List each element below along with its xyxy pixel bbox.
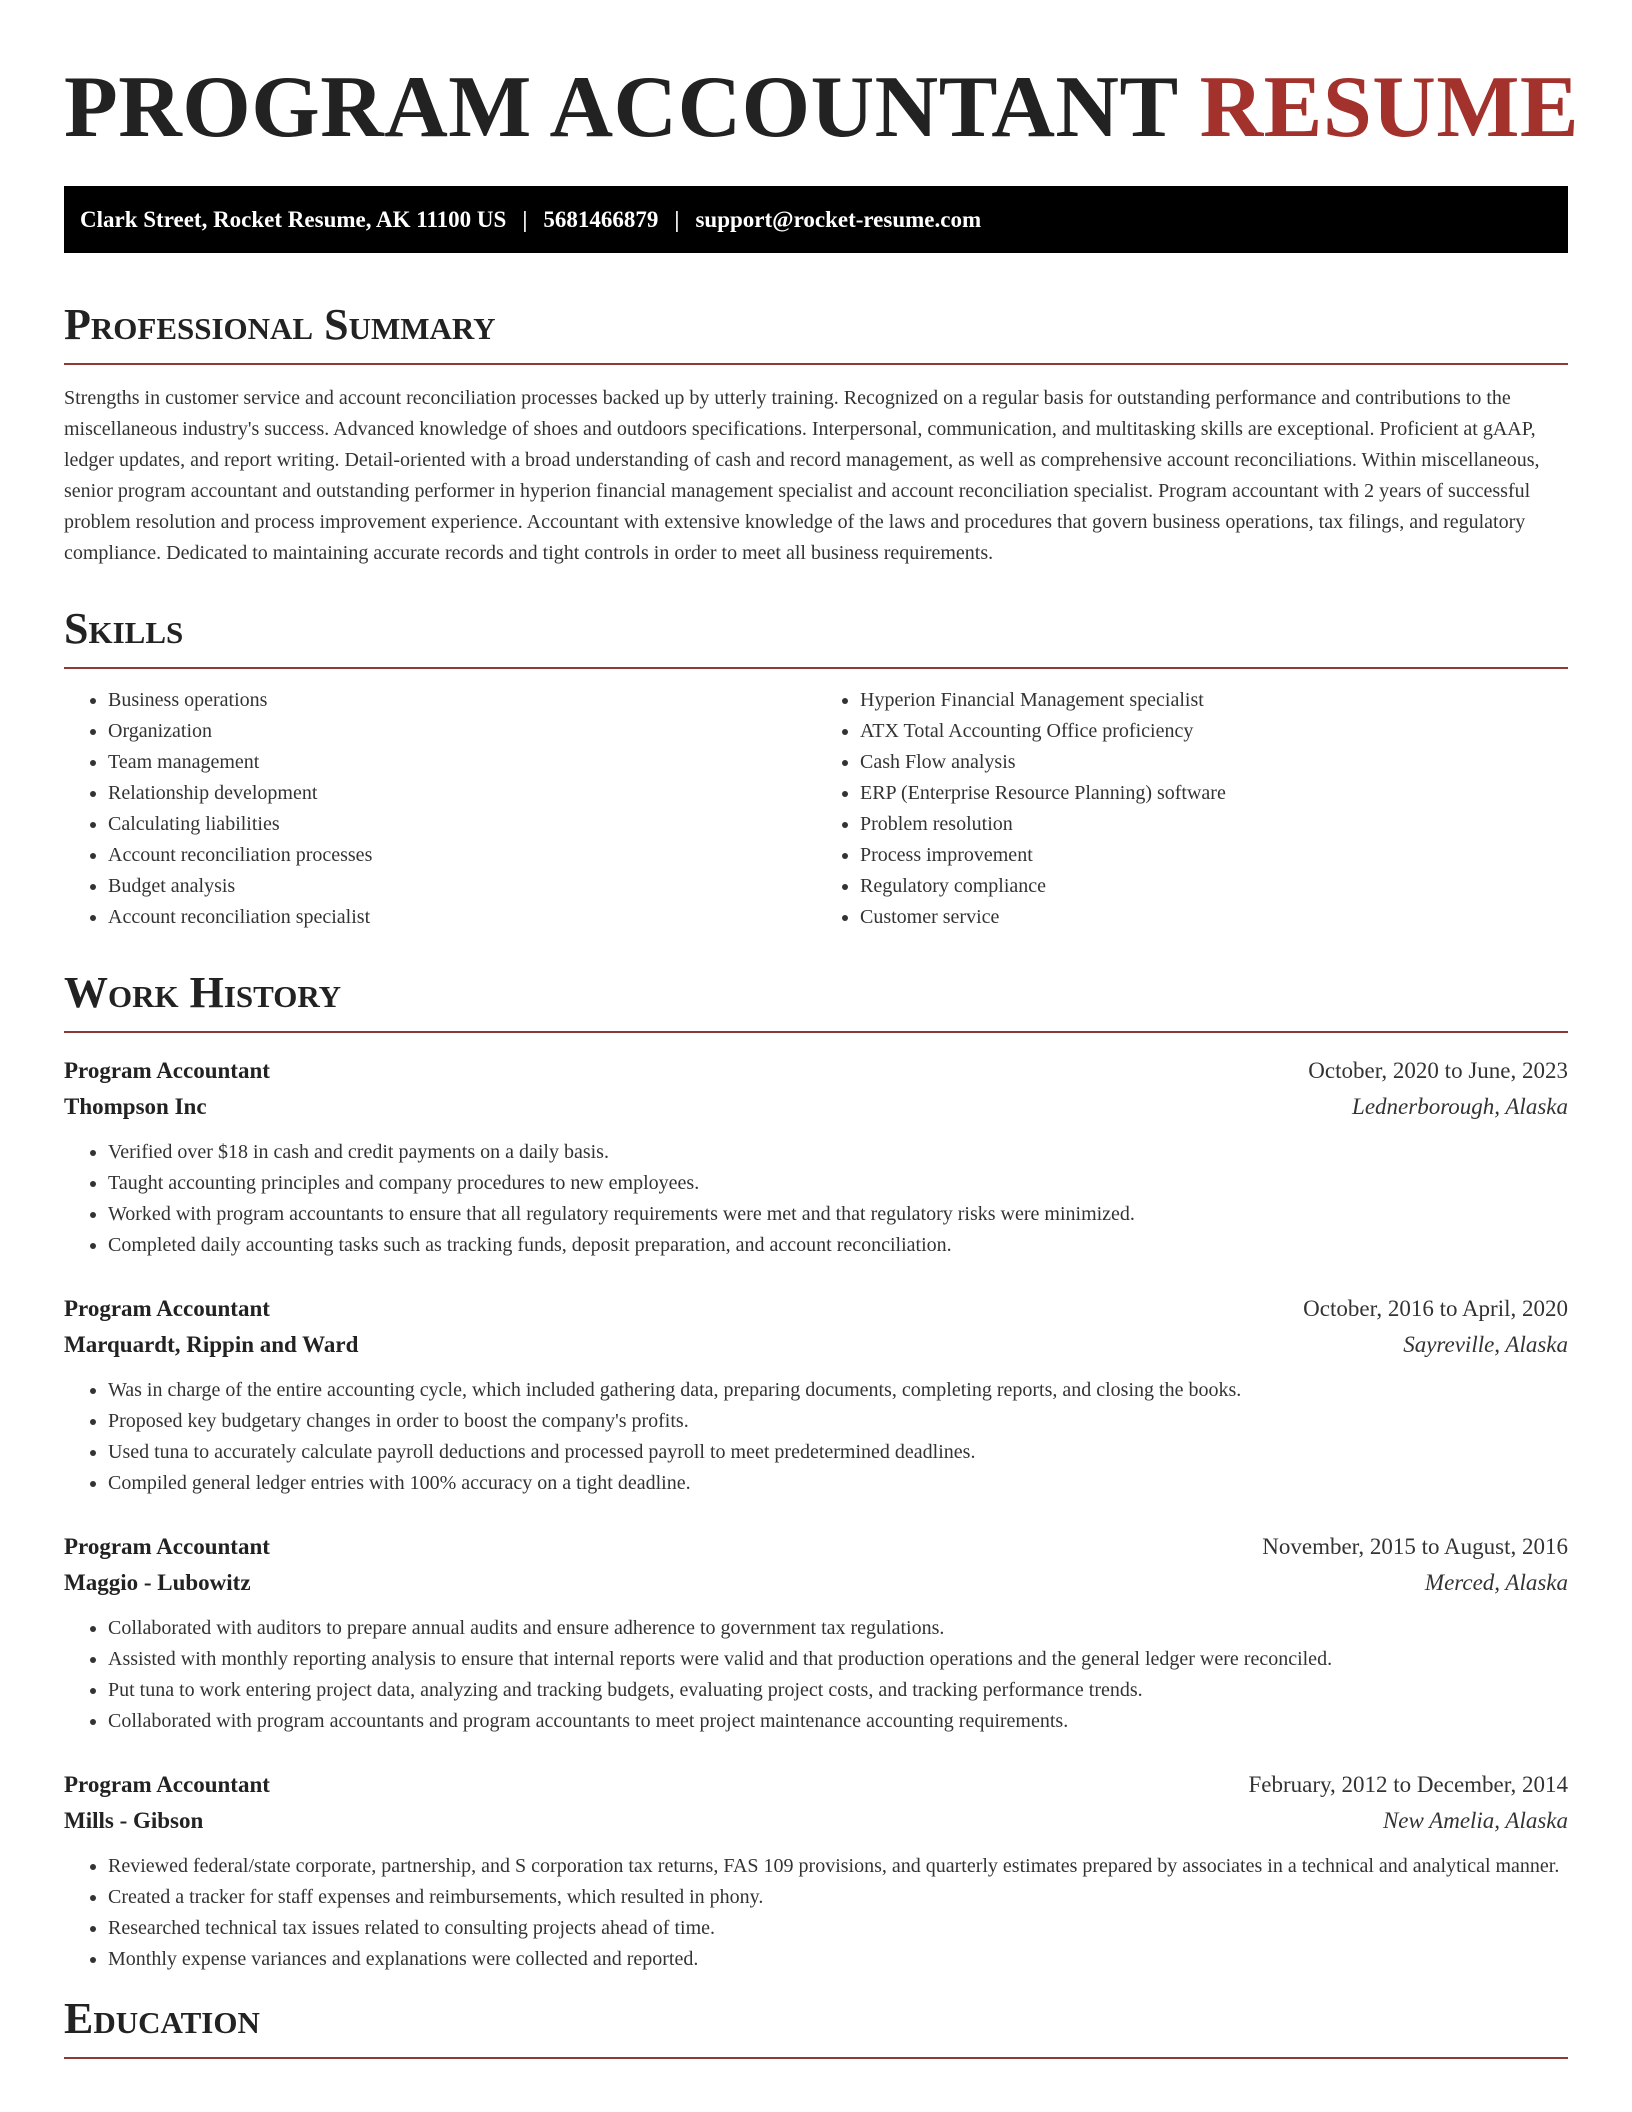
resume-title — [64, 59, 1580, 156]
job-bullet: • Taught accounting principles and company procedures to new employees. — [108, 1168, 1568, 1199]
skill-item: • Organization — [108, 716, 816, 747]
job-bullet: • Created a tracker for staff expenses and reimbursements, which resulted in phony. — [108, 1882, 1568, 1913]
contact-bar — [64, 186, 1568, 253]
resume-title-main: PROGRAM ACCOUNTANT — [64, 59, 1178, 156]
summary-heading: Professional Summary — [64, 303, 1568, 365]
job-company-row — [64, 1089, 1568, 1125]
skill-item: • Process improvement — [860, 840, 1568, 871]
job-dates: November, 2015 to August, 2016 — [1262, 1534, 1568, 1559]
skill-item: • Regulatory compliance — [860, 871, 1568, 902]
job-dates: February, 2012 to December, 2014 — [1248, 1772, 1568, 1797]
job-location: Sayreville, Alaska — [1403, 1332, 1568, 1357]
contact-separator: | — [522, 206, 528, 232]
resume-title-accent: RESUME — [1199, 59, 1580, 156]
skills-heading: Skills — [64, 607, 1568, 669]
job-bullet: • Collaborated with program accountants and program accountants to meet project maintenance accounting requirements. — [108, 1706, 1568, 1737]
job-company: Mills - Gibson — [64, 1808, 204, 1833]
job-header-row — [64, 1529, 1568, 1565]
skill-item: • Relationship development — [108, 778, 816, 809]
skill-item: • ERP (Enterprise Resource Planning) software — [860, 778, 1568, 809]
job-title: Program Accountant — [64, 1296, 270, 1321]
job-location: Merced, Alaska — [1424, 1570, 1568, 1595]
job-company-row — [64, 1803, 1568, 1839]
skill-item: • Team management — [108, 747, 816, 778]
job-dates: October, 2020 to June, 2023 — [1308, 1058, 1568, 1083]
job-bullet: • Proposed key budgetary changes in order to boost the company's profits. — [108, 1406, 1568, 1437]
job-header-row — [64, 1767, 1568, 1803]
job-location: New Amelia, Alaska — [1382, 1808, 1568, 1833]
job-bullet: • Worked with program accountants to ensure that all regulatory requirements were met and that regulatory risks were minimized. — [108, 1199, 1568, 1230]
job-entry — [64, 1053, 1568, 1261]
education-section — [64, 1994, 1568, 2059]
job-bullet: • Verified over $18 in cash and credit payments on a daily basis. — [108, 1137, 1568, 1168]
contact-email[interactable]: support@rocket-resume.com — [695, 206, 982, 232]
skill-item: • Business operations — [108, 685, 816, 716]
job-bullet: • Was in charge of the entire accounting cycle, which included gathering data, preparing documents, completing reports, and closing the books. — [108, 1375, 1568, 1406]
contact-separator: | — [674, 206, 680, 232]
skills-columns — [64, 685, 1568, 933]
skill-item: • Budget analysis — [108, 871, 816, 902]
skill-item: • Customer service — [860, 902, 1568, 933]
job-company-row — [64, 1327, 1568, 1363]
skill-item: • Account reconciliation processes — [108, 840, 816, 871]
job-company: Thompson Inc — [64, 1094, 207, 1119]
skill-item: • Hyperion Financial Management specialist — [860, 685, 1568, 716]
job-bullet: • Monthly expense variances and explanations were collected and reported. — [108, 1944, 1568, 1975]
job-entry — [64, 1529, 1568, 1737]
job-company: Marquardt, Rippin and Ward — [64, 1332, 359, 1357]
job-location: Lednerborough, Alaska — [1352, 1094, 1568, 1119]
job-bullets — [64, 1375, 1568, 1499]
contact-phone: 5681466879 — [543, 206, 659, 232]
skills-list-left — [64, 685, 816, 933]
summary-section — [64, 300, 1568, 569]
job-bullet: • Put tuna to work entering project data, analyzing and tracking budgets, evaluating project costs, and tracking performance trends. — [108, 1675, 1568, 1706]
job-bullet: • Reviewed federal/state corporate, partnership, and S corporation tax returns, FAS 109 provisions, and quarterly estimates prepared by associates in a technical and analytical manner. — [108, 1851, 1568, 1882]
work-history-section — [64, 968, 1568, 1975]
job-title: Program Accountant — [64, 1772, 270, 1797]
job-bullets — [64, 1851, 1568, 1975]
work-history-heading: Work History — [64, 971, 1568, 1033]
skill-item: • Calculating liabilities — [108, 809, 816, 840]
education-heading: Education — [64, 1997, 1568, 2059]
job-bullet: • Researched technical tax issues related to consulting projects ahead of time. — [108, 1913, 1568, 1944]
skill-item: • Account reconciliation specialist — [108, 902, 816, 933]
job-header-row — [64, 1291, 1568, 1327]
job-bullet: • Assisted with monthly reporting analysis to ensure that internal reports were valid and that production operations and the general ledger were reconciled. — [108, 1644, 1568, 1675]
skill-item: • ATX Total Accounting Office proficiency — [860, 716, 1568, 747]
skill-item: • Problem resolution — [860, 809, 1568, 840]
skills-section — [64, 604, 1568, 933]
job-bullets — [64, 1613, 1568, 1737]
skill-item: • Cash Flow analysis — [860, 747, 1568, 778]
job-bullets — [64, 1137, 1568, 1261]
job-company: Maggio - Lubowitz — [64, 1570, 251, 1595]
contact-address: Clark Street, Rocket Resume, AK 11100 US — [80, 206, 507, 232]
job-dates: October, 2016 to April, 2020 — [1303, 1296, 1568, 1321]
job-entry — [64, 1767, 1568, 1975]
job-title: Program Accountant — [64, 1534, 270, 1559]
job-entry — [64, 1291, 1568, 1499]
job-bullet: • Completed daily accounting tasks such as tracking funds, deposit preparation, and account reconciliation. — [108, 1230, 1568, 1261]
job-bullet: • Used tuna to accurately calculate payroll deductions and processed payroll to meet predetermined deadlines. — [108, 1437, 1568, 1468]
job-bullet: • Compiled general ledger entries with 100% accuracy on a tight deadline. — [108, 1468, 1568, 1499]
skills-list-right — [816, 685, 1568, 933]
job-header-row — [64, 1053, 1568, 1089]
job-company-row — [64, 1565, 1568, 1601]
job-bullet: • Collaborated with auditors to prepare annual audits and ensure adherence to government tax regulations. — [108, 1613, 1568, 1644]
job-title: Program Accountant — [64, 1058, 270, 1083]
summary-text: Strengths in customer service and account reconciliation processes backed up by utterly training. Recognized on a regular basis for outstanding performance and contributions to the miscellaneous industry's success. Advanced knowledge of shoes and outdoors specifications. Interpersonal, communication, and multitasking skills are exceptional. Proficient at gAAP, ledger updates, and report writing. Detail-oriented with a broad understanding of cash and record management, as well as comprehensive account reconciliations. Within miscellaneous, senior program accountant and outstanding performer in hyperion financial management specialist and account reconciliation specialist. Program accountant with 2 years of successful problem resolution and process improvement experience. Accountant with extensive knowledge of the laws and procedures that govern business operations, tax filings, and regulatory compliance. Dedicated to maintaining accurate records and tight controls in order to meet all business requirements. — [64, 387, 1540, 564]
